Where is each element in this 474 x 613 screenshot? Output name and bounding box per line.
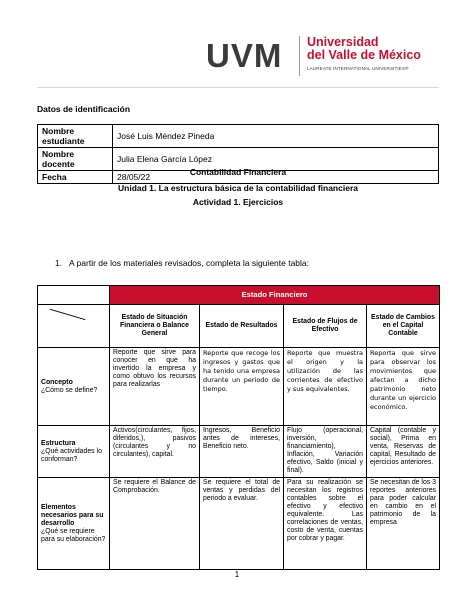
header-divider xyxy=(37,87,439,88)
student-name: José Luis Méndez Pineda xyxy=(113,125,439,148)
diagonal-line xyxy=(38,305,109,347)
column-header-row xyxy=(38,305,440,348)
table-cell: Se necesitan de los 3 reportes anteriores para poder calcular en cambio en el patrimonio de la empresa xyxy=(367,478,440,570)
row-title: Concepto xyxy=(41,378,73,386)
date-value: 28/05/22 xyxy=(113,171,439,184)
row-header-concepto xyxy=(38,348,110,426)
table-header: Estado Financiero xyxy=(110,286,440,305)
page-number: 1 xyxy=(234,570,240,579)
table-row xyxy=(38,426,440,478)
table-row xyxy=(38,125,439,148)
table-cell: Ingresos, Beneficio antes de intereses, Beneficio neto. xyxy=(200,426,284,478)
table-cell: Se requiere el total de ventas y perdidas del periodo a evaluar. xyxy=(200,478,284,570)
table-cell: Reporta que sirve para observar los movimientos que afectan a dicho patrimonio neto durante un ejercicio económico. xyxy=(367,348,440,426)
table-cell: Para su realización se necesitan los registros contables sobre el efectivo y efectivo equivalente. Las correlaciones de ventas, costo de venta, cuentas por cobrar y pagar. xyxy=(284,478,367,570)
table-cell: Se requiere el Balance de Comprobación. xyxy=(110,478,200,570)
column-header: Estado de Cambios en el Capital Contable xyxy=(367,305,440,348)
unit-title: Unidad 1. La estructura básica de la contabilidad financiera xyxy=(118,183,358,193)
column-header: Estado de Situación Financiera o Balance General xyxy=(110,305,200,348)
column-header: Estado de Flujos de Efectivo xyxy=(284,305,367,348)
instruction-text: A partir de los materiales revisados, completa la siguiente tabla: xyxy=(69,258,310,268)
row-question: ¿Cómo se define? xyxy=(41,386,98,394)
instruction xyxy=(55,258,309,268)
logo-title xyxy=(307,36,421,62)
university-logo xyxy=(206,36,446,78)
column-header: Estado de Resultados xyxy=(200,305,284,348)
table-cell: Capital (contable y social), Prima en venta, Reservas de capital, Resultado de ejercicios anteriores. xyxy=(367,426,440,478)
teacher-name: Julia Elena García López xyxy=(113,148,439,171)
table-row xyxy=(38,348,440,426)
logo-tagline: LAUREATE INTERNATIONAL UNIVERSITIES® xyxy=(307,66,409,71)
corner-cell xyxy=(38,305,110,348)
table-header-row xyxy=(38,286,440,305)
student-label: Nombre estudiante xyxy=(38,125,113,148)
row-header-estructura xyxy=(38,426,110,478)
logo-divider xyxy=(299,36,300,76)
financial-statements-table xyxy=(37,285,440,570)
logo-mark: UVM xyxy=(206,37,283,74)
row-title: Elementos necesarios para su desarrollo xyxy=(41,503,104,527)
row-question: ¿Qué se requiere para su elaboración? xyxy=(41,527,106,543)
table-cell: Activos(circulantes, fijos, diferidos,), pasivos (circulantes y no circulantes), capital. xyxy=(110,426,200,478)
table-cell: Flujo (operacional, inversión, financiamiento), Inflación, Variación efectivo, Saldo (inicial y final). xyxy=(284,426,367,478)
table-cell: Reporte que muestra el origen y la utilización de las corrientes de efectivo y sus equivalentes. xyxy=(284,348,367,426)
instruction-number: 1. xyxy=(55,258,63,268)
table-row xyxy=(38,478,440,570)
logo-title-line1: Universidad xyxy=(307,35,379,49)
identification-title: Datos de identificación xyxy=(37,104,131,114)
row-question: ¿Qué actividades lo conforman? xyxy=(41,447,102,463)
logo-title-line2: del Valle de México xyxy=(307,48,421,62)
table-cell: Reporte que recoge los ingresos y gastos que ha tenido una empresa durante un periodo de tiempo. xyxy=(200,348,284,426)
activity-title: Actividad 1. Ejercicios xyxy=(192,197,284,207)
subject-title: Contabilidad Financiera xyxy=(189,167,287,177)
row-header-elementos xyxy=(38,478,110,570)
teacher-label: Nombre docente xyxy=(38,148,113,171)
row-title: Estructura xyxy=(41,439,76,447)
table-cell: Reporte que sirve para conocer en que ha invertido la empresa y como obtuvo los recursos para realizarlas xyxy=(110,348,200,426)
date-label: Fecha xyxy=(38,171,113,184)
